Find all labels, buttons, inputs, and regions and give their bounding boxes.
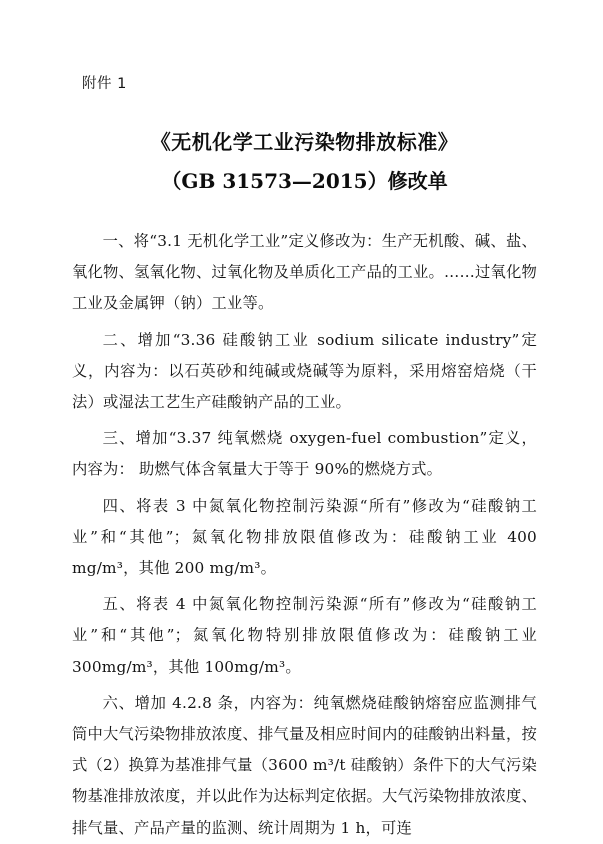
paragraph: 六、增加 4.2.8 条，内容为：纯氧燃烧硅酸钠熔窑应监测排气筒中大气污染物排放浓度、排气量及相应时间内的硅酸钠出料量，按式（2）换算为基准排气量（3600 m³/t 硅酸钠）条件下的大气污染物基准排放浓度，并以此作为达标判定依据。大气污染物排放浓度、排气量、产品产量的监测、统计周期为 1 h，可连 bbox=[72, 693, 537, 837]
title-line-2: （GB 31573—2015）修改单 bbox=[161, 169, 448, 193]
paragraph: 三、增加“3.37 纯氧燃烧 oxygen-fuel combustion”定义，内容为： 助燃气体含氧量大于等于 90%的燃烧方式。 bbox=[72, 429, 537, 479]
document-body bbox=[72, 226, 537, 844]
paragraph: 五、将表 4 中氮氧化物控制污染源“所有”修改为“硅酸钠工业”和“其他”；氮氧化物特别排放限值修改为：硅酸钠工业 300mg/m³，其他 100mg/m³。 bbox=[72, 595, 537, 676]
paragraph: 二、增加“3.36 硅酸钠工业 sodium silicate industry”定义，内容为：以石英砂和纯碱或烧碱等为原料，采用熔窑焙烧（干法）或湿法工艺生产硅酸钠产品的工业。 bbox=[72, 330, 537, 412]
title-line-1: 《无机化学工业污染物排放标准》 bbox=[150, 130, 459, 154]
paragraph: 一、将“3.1 无机化学工业”定义修改为：生产无机酸、碱、盐、氧化物、氢氧化物、过氧化物及单质化工产品的工业。……过氧化物工业及金属钾（钠）工业等。 bbox=[72, 232, 537, 313]
attachment-label: 附件 1 bbox=[82, 76, 127, 92]
page-title bbox=[72, 127, 537, 196]
paragraph: 四、将表 3 中氮氧化物控制污染源“所有”修改为“硅酸钠工业”和“其他”；氮氧化物排放限值修改为：硅酸钠工业 400 mg/m³，其他 200 mg/m³。 bbox=[72, 496, 537, 578]
